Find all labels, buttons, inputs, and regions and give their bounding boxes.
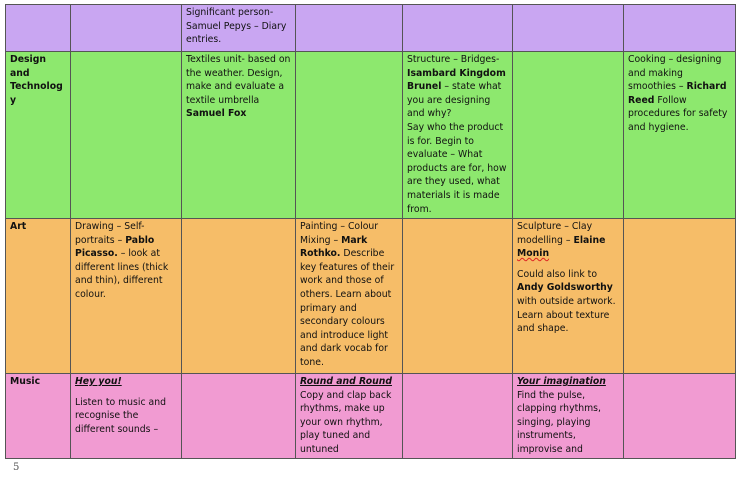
dt-cell-3: Textiles unit- based on the weather. Design, make and evaluate a textile umbrella Samuel Fox [182, 52, 296, 219]
history-cell-4 [296, 5, 403, 52]
dt-cell-6 [513, 52, 624, 219]
page-number: 5 [13, 462, 20, 473]
history-cell-5 [403, 5, 513, 52]
music-subject-cell: Music [6, 374, 71, 459]
music-cell-6: Your imagination Find the pulse, clapping rhythms, singing, playing instruments, improvise and [513, 374, 624, 459]
art-cell-4: Painting – Colour Mixing – Mark Rothko. Describe key features of their work and those of others. Learn about primary and secondary colours and introduce light and dark vocab for tone. [296, 219, 403, 374]
art-subject-cell: Art [6, 219, 71, 374]
music-row [6, 374, 736, 459]
history-row [6, 5, 736, 52]
dt-cell-4 [296, 52, 403, 219]
art-cell-6: Sculpture – Clay modelling – Elaine Monin Could also link to Andy Goldsworthy with outside artwork. Learn about texture and shape. [513, 219, 624, 374]
dt-cell-2 [71, 52, 182, 219]
art-cell-7 [624, 219, 736, 374]
dt-subject-cell: Design and Technology [6, 52, 71, 219]
art-cell-5 [403, 219, 513, 374]
history-cell-6 [513, 5, 624, 52]
music-cell-2: Hey you! Listen to music and recognise the different sounds – [71, 374, 182, 459]
dt-cell-7: Cooking – designing and making smoothies – Richard Reed Follow procedures for safety and hygiene. [624, 52, 736, 219]
art-cell-3 [182, 219, 296, 374]
music-cell-4: Round and Round Copy and clap back rhythms, make up your own rhythm, play tuned and untuned [296, 374, 403, 459]
music-cell-3 [182, 374, 296, 459]
dt-cell-5: Structure – Bridges- Isambard Kingdom Brunel – state what you are designing and why? Say who the product is for. Begin to evaluate – What products are for, how are they used, what materials it is made from. [403, 52, 513, 219]
music-cell-7 [624, 374, 736, 459]
art-cell-2: Drawing – Self-portraits – Pablo Picasso. – look at different lines (thick and thin), different colour. [71, 219, 182, 374]
history-cell-7 [624, 5, 736, 52]
music-cell-5 [403, 374, 513, 459]
curriculum-table [5, 4, 736, 459]
history-cell-3: Significant person- Samuel Pepys – Diary entries. [182, 5, 296, 52]
design-technology-row [6, 52, 736, 219]
history-cell-2 [71, 5, 182, 52]
history-subject-cell [6, 5, 71, 52]
art-row [6, 219, 736, 374]
